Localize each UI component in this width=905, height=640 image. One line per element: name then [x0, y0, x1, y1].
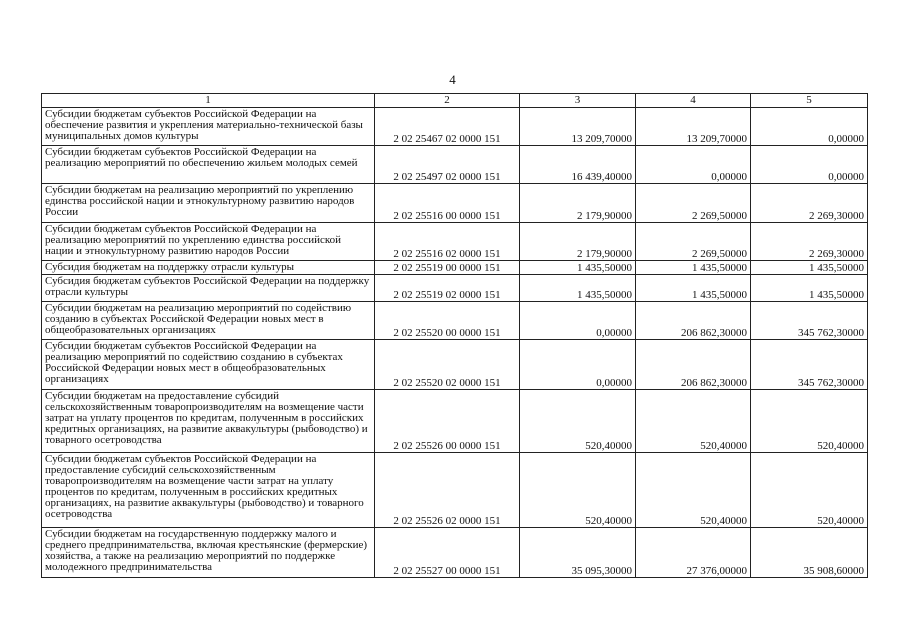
column-header-3: 3	[520, 94, 636, 108]
row-value-4: 206 862,30000	[636, 340, 751, 390]
table-row	[42, 340, 868, 390]
row-description: Субсидии бюджетам субъектов Российской Федерации на обеспечение развития и укрепления материально-технической базы муниципальных домов культуры	[42, 108, 375, 146]
row-value-4: 2 269,50000	[636, 223, 751, 261]
row-budget-code: 2 02 25526 02 0000 151	[375, 453, 520, 528]
row-value-3: 520,40000	[520, 390, 636, 453]
row-value-4: 2 269,50000	[636, 184, 751, 223]
row-description: Субсидия бюджетам субъектов Российской Федерации на поддержку отрасли культуры	[42, 275, 375, 302]
column-header-2: 2	[375, 94, 520, 108]
row-value-3: 2 179,90000	[520, 223, 636, 261]
row-value-4: 206 862,30000	[636, 302, 751, 340]
row-value-5: 1 435,50000	[751, 275, 868, 302]
row-description: Субсидии бюджетам на реализацию мероприятий по укреплению единства российской нации и этнокультурному развитию народов России	[42, 184, 375, 223]
budget-table	[41, 93, 868, 578]
row-description: Субсидии бюджетам субъектов Российской Федерации на реализацию мероприятий по содействию созданию в субъектах Российской Федерации новых мест в общеобразовательных организациях	[42, 340, 375, 390]
row-description: Субсидия бюджетам на поддержку отрасли культуры	[42, 261, 375, 275]
row-budget-code: 2 02 25497 02 0000 151	[375, 146, 520, 184]
table-header-row	[42, 94, 868, 108]
row-value-5: 345 762,30000	[751, 340, 868, 390]
row-description: Субсидии бюджетам субъектов Российской Федерации на реализацию мероприятий по обеспечению жильем молодых семей	[42, 146, 375, 184]
row-value-4: 520,40000	[636, 453, 751, 528]
table-row	[42, 528, 868, 578]
row-value-3: 1 435,50000	[520, 275, 636, 302]
row-budget-code: 2 02 25467 02 0000 151	[375, 108, 520, 146]
row-value-5: 2 269,30000	[751, 184, 868, 223]
row-budget-code: 2 02 25516 02 0000 151	[375, 223, 520, 261]
row-value-4: 13 209,70000	[636, 108, 751, 146]
row-value-3: 1 435,50000	[520, 261, 636, 275]
row-value-5: 35 908,60000	[751, 528, 868, 578]
table-row	[42, 261, 868, 275]
row-value-3: 0,00000	[520, 340, 636, 390]
row-description: Субсидии бюджетам субъектов Российской Федерации на реализацию мероприятий по укреплению единства российской нации и этнокультурному развитию народов России	[42, 223, 375, 261]
table-row	[42, 390, 868, 453]
row-budget-code: 2 02 25519 00 0000 151	[375, 261, 520, 275]
row-value-3: 0,00000	[520, 302, 636, 340]
row-budget-code: 2 02 25520 00 0000 151	[375, 302, 520, 340]
table-row	[42, 146, 868, 184]
row-value-3: 35 095,30000	[520, 528, 636, 578]
row-value-4: 520,40000	[636, 390, 751, 453]
row-budget-code: 2 02 25526 00 0000 151	[375, 390, 520, 453]
row-value-5: 1 435,50000	[751, 261, 868, 275]
row-value-5: 0,00000	[751, 108, 868, 146]
table-row	[42, 453, 868, 528]
row-description: Субсидии бюджетам на предоставление субсидий сельскохозяйственным товаропроизводителям на возмещение части затрат на уплату процентов по кредитам, полученным в российских кредитных организациях, на развитие аквакультуры (рыбоводство) и товарного осетроводства	[42, 390, 375, 453]
row-value-5: 2 269,30000	[751, 223, 868, 261]
row-value-3: 2 179,90000	[520, 184, 636, 223]
row-budget-code: 2 02 25519 02 0000 151	[375, 275, 520, 302]
row-budget-code: 2 02 25516 00 0000 151	[375, 184, 520, 223]
row-value-4: 1 435,50000	[636, 261, 751, 275]
row-description: Субсидии бюджетам на реализацию мероприятий по содействию созданию в субъектах Российской Федерации новых мест в общеобразовательных организациях	[42, 302, 375, 340]
row-value-5: 520,40000	[751, 390, 868, 453]
row-description: Субсидии бюджетам на государственную поддержку малого и среднего предпринимательства, включая крестьянские (фермерские) хозяйства, а также на реализацию мероприятий по поддержке молодежного предпринимательства	[42, 528, 375, 578]
column-header-4: 4	[636, 94, 751, 108]
column-header-5: 5	[751, 94, 868, 108]
table-row	[42, 184, 868, 223]
column-header-1: 1	[42, 94, 375, 108]
row-value-3: 13 209,70000	[520, 108, 636, 146]
row-value-4: 1 435,50000	[636, 275, 751, 302]
row-value-5: 345 762,30000	[751, 302, 868, 340]
row-value-5: 520,40000	[751, 453, 868, 528]
row-budget-code: 2 02 25527 00 0000 151	[375, 528, 520, 578]
table-row	[42, 223, 868, 261]
row-budget-code: 2 02 25520 02 0000 151	[375, 340, 520, 390]
table-row	[42, 275, 868, 302]
row-value-4: 0,00000	[636, 146, 751, 184]
table-row	[42, 302, 868, 340]
row-description: Субсидии бюджетам субъектов Российской Федерации на предоставление субсидий сельскохозяйственным товаропроизводителям на возмещение части затрат на уплату процентов по кредитам, полученным в российских кредитных организациях, на развитие аквакультуры (рыбоводство) и товарного осетроводства	[42, 453, 375, 528]
row-value-3: 16 439,40000	[520, 146, 636, 184]
table-row	[42, 108, 868, 146]
row-value-4: 27 376,00000	[636, 528, 751, 578]
page-number: 4	[449, 72, 456, 87]
row-value-5: 0,00000	[751, 146, 868, 184]
row-value-3: 520,40000	[520, 453, 636, 528]
